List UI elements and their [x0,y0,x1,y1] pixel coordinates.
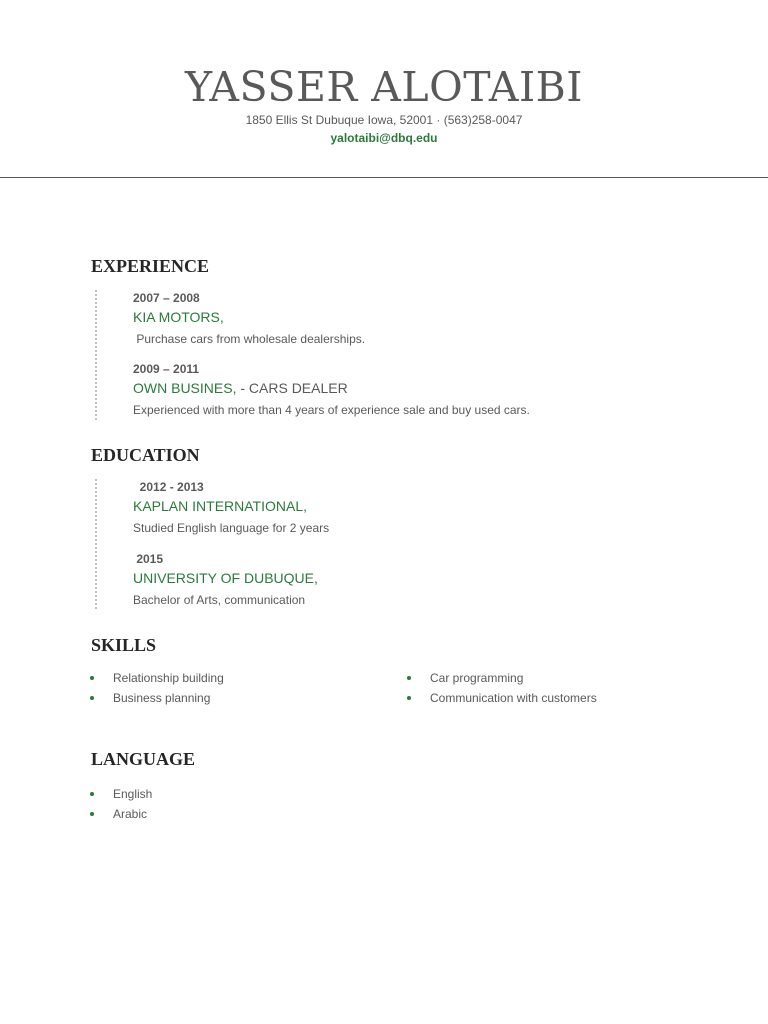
experience-heading: EXPERIENCE [91,256,210,276]
email-address: yalotaibi@dbq.edu [330,131,438,145]
bullet-icon [90,792,94,796]
skills-list-right [407,668,597,708]
language-list [90,784,152,824]
skill-item [407,668,597,688]
language-label: English [113,787,153,801]
language-item [90,804,152,824]
experience-date: 2007 – 2008 [133,291,200,305]
education-timeline [95,479,97,609]
skills-heading: SKILLS [91,635,157,655]
language-label: Arabic [113,807,148,821]
contact-info: 1850 Ellis St Dubuque Iowa, 52001 · (563)258-0047 [245,113,523,127]
bullet-icon [407,676,411,680]
skill-item [90,688,224,708]
skill-label: Communication with customers [430,691,597,705]
experience-title [133,379,348,397]
candidate-name: YASSER ALOTAIBI [185,63,583,111]
skills-list-left [90,668,224,708]
bullet-icon [407,696,411,700]
education-heading: EDUCATION [91,445,200,465]
experience-employer: KIA MOTORS, [133,309,224,325]
experience-description: Purchase cars from wholesale dealerships. [133,332,366,346]
bullet-icon [90,812,94,816]
education-school: UNIVERSITY OF DUBUQUE, [133,570,318,586]
skill-label: Business planning [113,691,211,705]
skill-item [407,688,597,708]
language-heading: LANGUAGE [91,749,196,769]
skill-label: Relationship building [113,671,224,685]
education-school: KAPLAN INTERNATIONAL, [133,498,308,514]
education-date: 2015 [133,552,164,566]
skill-label: Car programming [430,671,524,685]
experience-timeline [95,290,97,420]
experience-date: 2009 – 2011 [133,362,200,376]
education-description: Studied English language for 2 years [133,521,330,535]
education-date: 2012 - 2013 [133,480,204,494]
experience-description: Experienced with more than 4 years of experience sale and buy used cars. [133,403,530,417]
resume-header [0,0,768,178]
skill-item [90,668,224,688]
experience-title [133,308,224,326]
education-description: Bachelor of Arts, communication [133,593,306,607]
experience-role: - CARS DEALER [236,380,348,396]
bullet-icon [90,696,94,700]
language-item [90,784,152,804]
experience-employer: OWN BUSINES, [133,380,237,396]
bullet-icon [90,676,94,680]
